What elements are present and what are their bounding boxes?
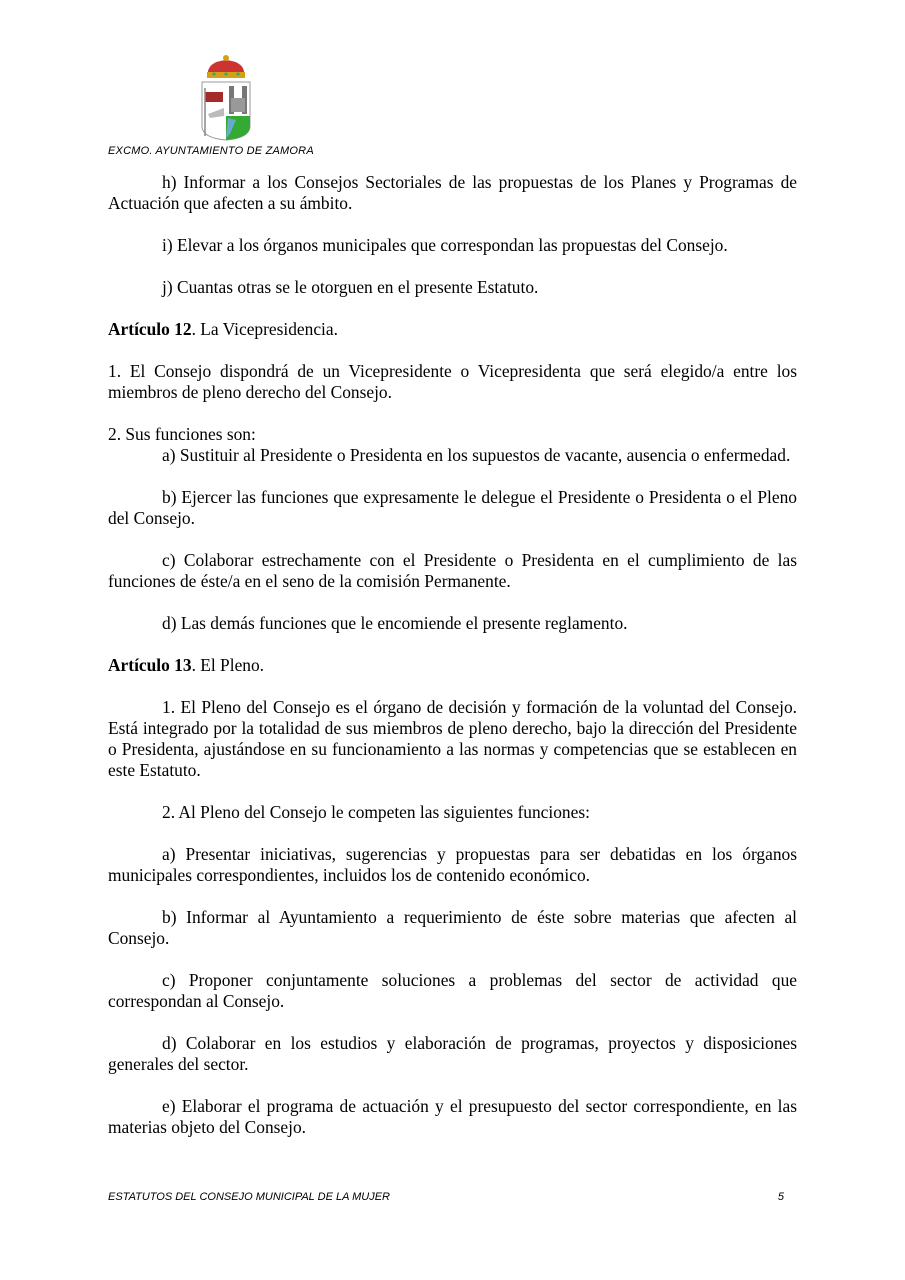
article-13-item-b: b) Informar al Ayuntamiento a requerimiento de éste sobre materias que afecten al Consejo. bbox=[108, 907, 797, 948]
article-12-heading bbox=[108, 319, 797, 340]
footer-title: ESTATUTOS DEL CONSEJO MUNICIPAL DE LA MUJER bbox=[108, 1191, 390, 1203]
article-13-item-1: 1. El Pleno del Consejo es el órgano de decisión y formación de la voluntad del Consejo. Está integrado por la totalidad de sus miembros de pleno derecho, bajo la dirección del Presidente o Presidenta, ajustándose en su funcionamiento a las normas y competencias que se establecen en este Estatuto. bbox=[108, 697, 797, 780]
organization-header: EXCMO. AYUNTAMIENTO DE ZAMORA bbox=[108, 145, 314, 157]
article-13-item-a: a) Presentar iniciativas, sugerencias y propuestas para ser debatidas en los órganos municipales correspondientes, incluidos los de contenido económico. bbox=[108, 844, 797, 885]
article-12-item-a: a) Sustituir al Presidente o Presidenta en los supuestos de vacante, ausencia o enfermedad. bbox=[162, 445, 791, 465]
paragraph-j: j) Cuantas otras se le otorguen en el presente Estatuto. bbox=[162, 277, 539, 297]
page-number: 5 bbox=[777, 1191, 784, 1203]
article-13-subtitle: . El Pleno. bbox=[191, 655, 265, 675]
crown-icon bbox=[207, 55, 245, 78]
article-13-item-2: 2. Al Pleno del Consejo le competen las siguientes funciones: bbox=[162, 802, 590, 822]
article-12-title: Artículo 12 bbox=[108, 319, 192, 339]
article-13-title: Artículo 13 bbox=[108, 655, 192, 675]
article-12-subtitle: . La Vicepresidencia. bbox=[191, 319, 338, 339]
article-12-item-c: c) Colaborar estrechamente con el Presidente o Presidenta en el cumplimiento de las funciones de éste/a en el seno de la comisión Permanente. bbox=[108, 550, 797, 591]
article-12-item-2: 2. Sus funciones son: bbox=[108, 424, 256, 444]
page-footer bbox=[108, 1191, 784, 1203]
article-13-item-c: c) Proponer conjuntamente soluciones a problemas del sector de actividad que correspondan al Consejo. bbox=[108, 970, 797, 1011]
coat-of-arms-logo bbox=[198, 54, 254, 142]
paragraph-i: i) Elevar a los órganos municipales que correspondan las propuestas del Consejo. bbox=[162, 235, 728, 255]
paragraph-h: h) Informar a los Consejos Sectoriales de las propuestas de los Planes y Programas de Actuación que afecten a su ámbito. bbox=[108, 172, 797, 213]
document-body bbox=[108, 172, 797, 1159]
article-12-item-b: b) Ejercer las funciones que expresamente le delegue el Presidente o Presidenta o el Pleno del Consejo. bbox=[108, 487, 797, 528]
article-13-item-d: d) Colaborar en los estudios y elaboración de programas, proyectos y disposiciones generales del sector. bbox=[108, 1033, 797, 1074]
article-13-heading bbox=[108, 655, 797, 676]
article-12-item-d: d) Las demás funciones que le encomiende el presente reglamento. bbox=[162, 613, 628, 633]
article-12-item-1: 1. El Consejo dispondrá de un Vicepresidente o Vicepresidenta que será elegido/a entre los miembros de pleno derecho del Consejo. bbox=[108, 361, 797, 402]
article-13-item-e: e) Elaborar el programa de actuación y el presupuesto del sector correspondiente, en las materias objeto del Consejo. bbox=[108, 1096, 797, 1137]
